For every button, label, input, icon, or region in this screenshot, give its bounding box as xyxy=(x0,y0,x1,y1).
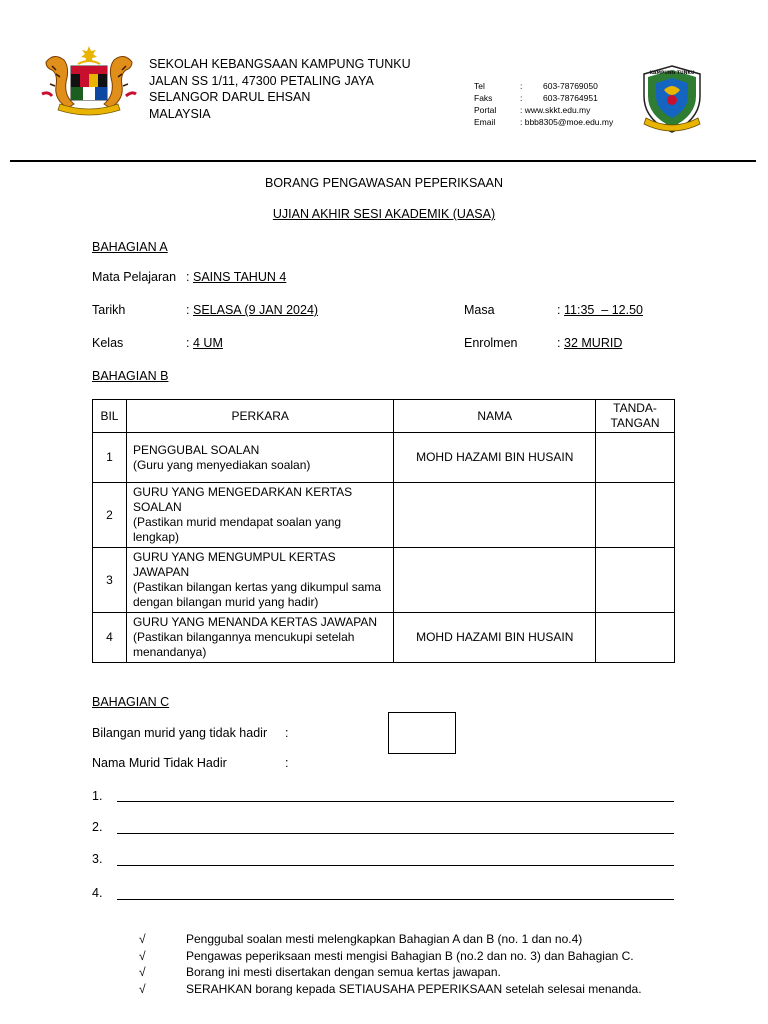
row-bil: 1 xyxy=(93,433,127,483)
subject-colon: : xyxy=(186,270,190,284)
section-b-heading: BAHAGIAN B xyxy=(92,369,169,383)
list-item xyxy=(139,948,642,965)
contact-label: Tel xyxy=(474,81,485,91)
absent-count-colon: : xyxy=(285,726,289,740)
table-header-row xyxy=(93,400,675,433)
address-line: JALAN SS 1/11, 47300 PETALING JAYA xyxy=(149,73,374,88)
row-title: PENGGUBAL SOALAN xyxy=(132,442,260,457)
address-line: SEKOLAH KEBANGSAAN KAMPUNG TUNKU xyxy=(149,57,411,71)
contact-value: : www.skkt.edu.my xyxy=(520,105,591,115)
absent-name-line[interactable] xyxy=(117,801,674,802)
contact-block xyxy=(474,80,613,128)
instruction-text: Borang ini mesti disertakan dengan semua kertas jawapan. xyxy=(186,965,501,979)
coat-of-arms-logo xyxy=(38,44,140,118)
enrol-value: 32 MURID xyxy=(564,336,623,350)
row-note: (Pastikan bilangan kertas yang dikumpul sama dengan bilangan murid yang hadir) xyxy=(132,580,382,609)
row-nama[interactable] xyxy=(394,483,596,548)
table-row xyxy=(93,548,675,613)
row-signature[interactable] xyxy=(596,613,675,663)
enrol-label: Enrolmen xyxy=(464,336,518,350)
form-subtitle: UJIAN AKHIR SESI AKADEMIK (UASA) xyxy=(272,207,496,221)
instruction-text: Penggubal soalan mesti melengkapkan Bahagian A dan B (no. 1 dan no.4) xyxy=(186,932,583,946)
contact-label: Portal xyxy=(474,105,497,115)
absent-line-number: 3. xyxy=(92,852,103,866)
contact-email xyxy=(474,116,613,128)
section-c-heading: BAHAGIAN C xyxy=(92,695,170,709)
list-item xyxy=(139,931,642,948)
row-bil: 2 xyxy=(93,483,127,548)
col-bil: BIL xyxy=(93,400,127,433)
check-icon: √ xyxy=(139,948,146,963)
date-label: Tarikh xyxy=(92,303,126,317)
instruction-text: Pengawas peperiksaan mesti mengisi Bahagian B (no.2 dan no. 3) dan Bahagian C. xyxy=(186,948,634,963)
row-note: (Pastikan murid mendapat soalan yang lengkap) xyxy=(132,515,342,544)
row-title: GURU YANG MENGEDARKAN KERTAS SOALAN xyxy=(132,485,353,514)
instruction-text: SERAHKAN borang kepada SETIAUSAHA PEPERIKSAAN setelah selesai menanda. xyxy=(186,981,642,996)
contact-sep: : xyxy=(520,81,523,91)
table-row xyxy=(93,483,675,548)
row-bil: 3 xyxy=(93,548,127,613)
class-colon: : xyxy=(186,336,190,350)
row-perkara xyxy=(126,433,393,483)
check-icon: √ xyxy=(139,981,146,996)
row-perkara xyxy=(126,483,393,548)
row-perkara xyxy=(126,548,393,613)
check-icon: √ xyxy=(139,932,146,946)
row-title: GURU YANG MENGUMPUL KERTAS JAWAPAN xyxy=(132,550,336,579)
row-signature[interactable] xyxy=(596,433,675,483)
row-title: GURU YANG MENANDA KERTAS JAWAPAN xyxy=(132,615,378,629)
absent-names-colon: : xyxy=(285,756,289,770)
date-colon: : xyxy=(186,303,190,317)
school-logo xyxy=(640,64,704,134)
table-row xyxy=(93,433,675,483)
col-perkara: PERKARA xyxy=(126,400,393,433)
class-label: Kelas xyxy=(92,336,124,350)
check-icon: √ xyxy=(139,965,146,979)
date-value: SELASA (9 JAN 2024) xyxy=(193,303,319,317)
absent-line-number: 2. xyxy=(92,820,103,834)
absent-line-number: 4. xyxy=(92,886,103,900)
contact-value: 603-78764951 xyxy=(543,93,598,103)
section-a-heading: BAHAGIAN A xyxy=(92,240,168,254)
address-line: MALAYSIA xyxy=(149,106,211,121)
row-signature[interactable] xyxy=(596,483,675,548)
list-item xyxy=(139,981,642,998)
absent-count-box[interactable] xyxy=(388,712,456,754)
absent-name-line[interactable] xyxy=(117,865,674,866)
contact-portal xyxy=(474,104,613,116)
contact-label: Faks xyxy=(474,93,493,103)
row-perkara xyxy=(126,613,393,663)
form-title: BORANG PENGAWASAN PEPERIKSAAN xyxy=(264,176,504,190)
absent-names-label: Nama Murid Tidak Hadir xyxy=(92,756,227,770)
absent-name-line[interactable] xyxy=(117,899,674,900)
col-tandatangan: TANDA-TANGAN xyxy=(596,400,675,433)
time-value: 11:35 – 12.50 xyxy=(564,303,644,317)
row-note: (Guru yang menyediakan soalan) xyxy=(132,457,311,472)
address-line: SELANGOR DARUL EHSAN xyxy=(149,90,311,104)
supervision-table xyxy=(92,399,675,663)
contact-tel xyxy=(474,80,613,92)
row-nama: MOHD HAZAMI BIN HUSAIN xyxy=(394,433,596,483)
row-note: (Pastikan bilangannya mencukupi setelah menandanya) xyxy=(132,630,355,659)
time-colon: : xyxy=(557,303,561,317)
col-nama: NAMA xyxy=(394,400,596,433)
instructions-list xyxy=(139,931,642,997)
class-value: 4 UM xyxy=(193,336,223,350)
contact-sep: : xyxy=(520,93,523,103)
absent-count-label: Bilangan murid yang tidak hadir xyxy=(92,726,268,740)
row-nama[interactable] xyxy=(394,548,596,613)
row-nama: MOHD HAZAMI BIN HUSAIN xyxy=(394,613,596,663)
table-row xyxy=(93,613,675,663)
school-address xyxy=(149,56,411,122)
subject-label: Mata Pelajaran xyxy=(92,270,177,284)
contact-fax xyxy=(474,92,613,104)
row-bil: 4 xyxy=(93,613,127,663)
form-subtitle-wrap xyxy=(0,207,768,221)
absent-name-line[interactable] xyxy=(117,833,674,834)
time-label: Masa xyxy=(464,303,495,317)
subject-value: SAINS TAHUN 4 xyxy=(193,270,287,284)
contact-value: : bbb8305@moe.edu.my xyxy=(520,117,614,127)
school-logo-text: KAMPUNG TUNKU xyxy=(649,71,695,76)
contact-value: 603-78769050 xyxy=(543,81,598,91)
header-divider xyxy=(10,160,756,162)
contact-label: Email xyxy=(474,117,496,127)
row-signature[interactable] xyxy=(596,548,675,613)
list-item xyxy=(139,964,642,981)
absent-line-number: 1. xyxy=(92,789,103,803)
enrol-colon: : xyxy=(557,336,561,350)
